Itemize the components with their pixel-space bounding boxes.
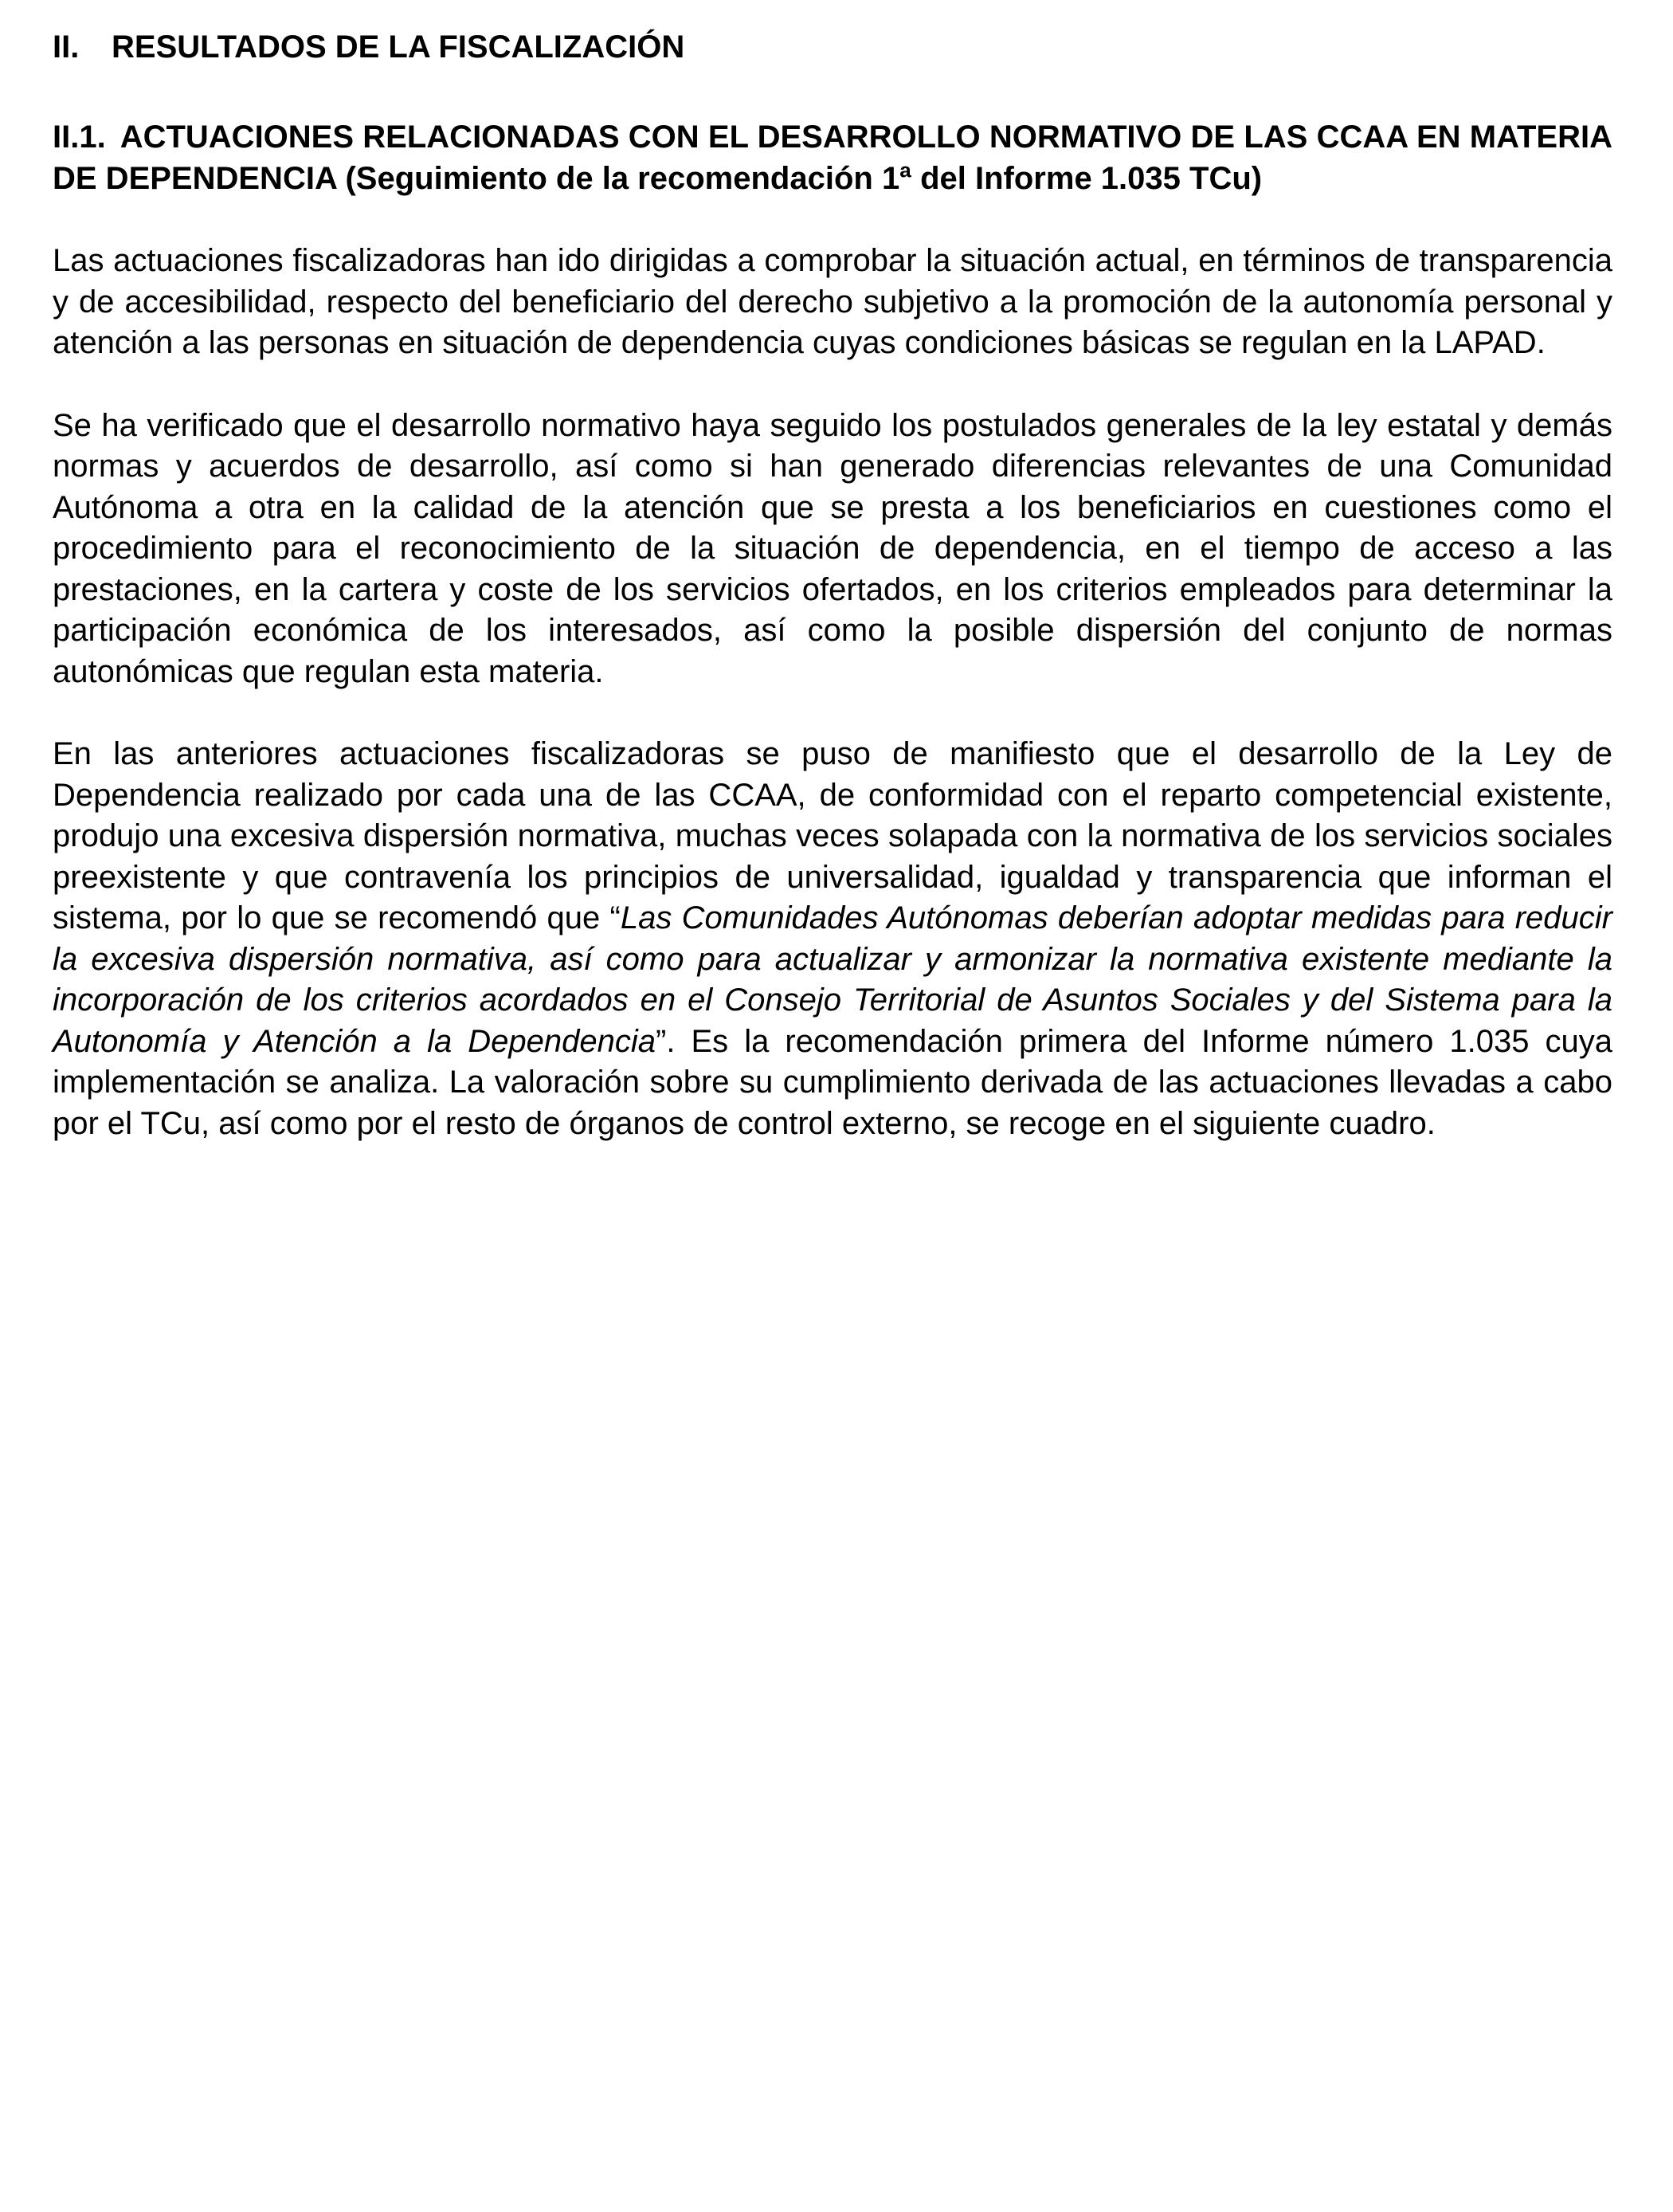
- subsection-heading: [53, 116, 1612, 199]
- section-number: II.: [53, 29, 80, 65]
- document-page: [53, 24, 1612, 1144]
- paragraph-3-outro: ”. Es la recomendación primera del Informe número 1.035 cuya implementación se analiza. La valoración sobre su cumplimiento derivada de las actuaciones llevadas a cabo por el TCu, así como por el resto de órganos de control externo, se recoge en el siguiente cuadro.: [53, 1023, 1612, 1141]
- subsection-title: ACTUACIONES RELACIONADAS CON EL DESARROLLO NORMATIVO DE LAS CCAA EN MATERIA DE DEPENDENCIA (Seguimiento de la recomendación 1ª del Informe 1.035 TCu): [53, 120, 1612, 196]
- section-title: RESULTADOS DE LA FISCALIZACIÓN: [112, 29, 685, 65]
- recommendation-quote: Las Comunidades Autónomas deberían adoptar medidas para reducir la excesiva dispersión normativa, así como para actualizar y armonizar la normativa existente mediante la incorporación de los criterios acordados en el Consejo Territorial de Asuntos Sociales y del Sistema para la Autonomía y Atención a la Dependencia: [53, 900, 1612, 1059]
- paragraph-3: [53, 734, 1612, 1144]
- section-heading: [53, 24, 1612, 70]
- paragraph-3-intro: En las anteriores actuaciones fiscalizadoras se puso de manifiesto que el desarrollo de la Ley de Dependencia realizado por cada una de las CCAA, de conformidad con el reparto competencial existente, produjo una excesiva dispersión normativa, muchas veces solapada con la normativa de los servicios sociales preexistente y que contravenía los principios de universalidad, igualdad y transparencia que informan el sistema, por lo que se recomendó que “: [53, 736, 1612, 935]
- subsection-number: II.1.: [53, 120, 106, 155]
- paragraph-1: Las actuaciones fiscalizadoras han ido dirigidas a comprobar la situación actual, en términos de transparencia y de accesibilidad, respecto del beneficiario del derecho subjetivo a la promoción de la autonomía personal y atención a las personas en situación de dependencia cuyas condiciones básicas se regulan en la LAPAD.: [53, 243, 1612, 360]
- paragraph-2: Se ha verificado que el desarrollo normativo haya seguido los postulados generales de la ley estatal y demás normas y acuerdos de desarrollo, así como si han generado diferencias relevantes de una Comunidad Autónoma a otra en la calidad de la atención que se presta a los beneficiarios en cuestiones como el procedimiento para el reconocimiento de la situación de dependencia, en el tiempo de acceso a las prestaciones, en la cartera y coste de los servicios ofertados, en los criterios empleados para determinar la participación económica de los interesados, así como la posible dispersión del conjunto de normas autonómicas que regulan esta materia.: [53, 407, 1612, 689]
